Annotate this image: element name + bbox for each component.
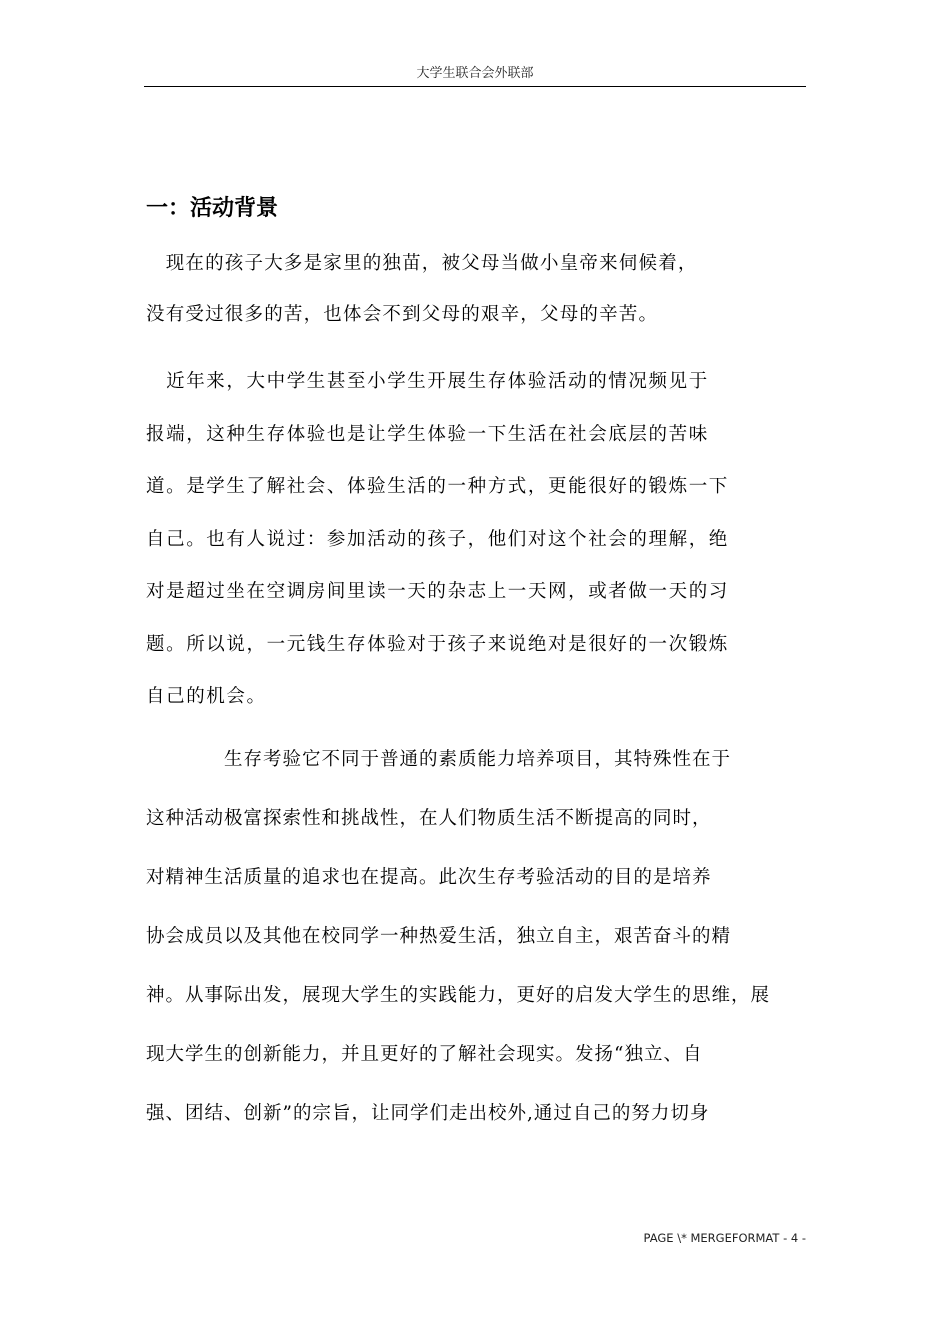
paragraph-line: 自己的机会。: [146, 686, 267, 707]
paragraph-line: 自己。也有人说过：参加活动的孩子，他们对这个社会的理解，绝: [146, 528, 729, 550]
paragraph-line: 强、团结、创新”的宗旨，让同学们走出校外,通过自己的努力切身: [146, 1103, 710, 1124]
paragraph-background-3: [146, 730, 808, 1143]
paragraph-line: 道。是学生了解社会、体验生活的一种方式，更能很好的锻炼一下: [146, 476, 729, 497]
paragraph-line: 现在的孩子大多是家里的独苗，被父母当做小皇帝来伺候着，: [146, 253, 698, 274]
paragraph-line: 现大学生的创新能力，并且更好的了解社会现实。发扬“独立、自: [146, 1044, 703, 1065]
paragraph-line: 这种活动极富探索性和挑战性，在人们物质生活不断提高的同时，: [146, 808, 712, 829]
page-header: 大学生联合会外联部: [144, 64, 806, 87]
section-title: 一：活动背景: [146, 196, 279, 221]
paragraph-background-2: [146, 356, 808, 724]
paragraph-line: 题。所以说，一元钱生存体验对于孩子来说绝对是很好的一次锻炼: [146, 633, 729, 655]
paragraph-line: 近年来，大中学生甚至小学生开展生存体验活动的情况频见于: [146, 371, 709, 392]
paragraph-line: 对精神生活质量的追求也在提高。此次生存考验活动的目的是培养: [146, 867, 712, 888]
paragraph-line: 生存考验它不同于普通的素质能力培养项目，其特殊性在于: [146, 749, 732, 770]
paragraph-line: 协会成员以及其他在校同学一种热爱生活，独立自主，艰苦奋斗的精: [146, 926, 732, 947]
page-footer: PAGE \* MERGEFORMAT - 4 -: [643, 1231, 806, 1245]
paragraph-line: 神。从事际出发，展现大学生的实践能力，更好的启发大学生的思维，展: [146, 985, 771, 1006]
paragraph-line: 没有受过很多的苦，也体会不到父母的艰辛，父母的辛苦。: [146, 304, 659, 325]
paragraph-background-1: [146, 238, 808, 340]
paragraph-line: 对是超过坐在空调房间里读一天的杂志上一天网，或者做一天的习: [146, 581, 729, 602]
paragraph-line: 报端，这种生存体验也是让学生体验一下生活在社会底层的苦味: [146, 423, 709, 445]
